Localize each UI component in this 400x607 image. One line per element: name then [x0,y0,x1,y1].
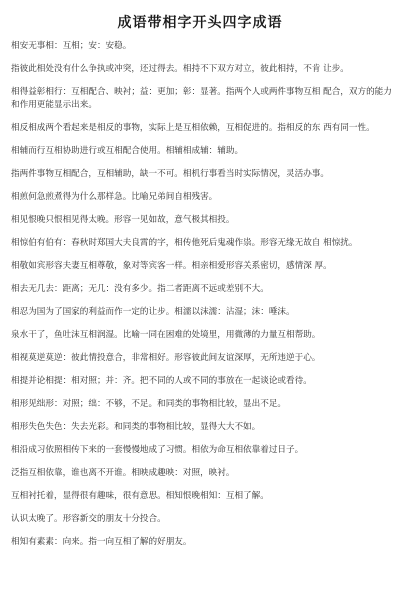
list-item: 相去无几去：距离；无几：没有多少。指二者距离不远或差别不大。 [11,284,269,294]
page-title: 成语带相字开头四字成语 [117,15,283,31]
list-item: 相知有素素：向来。指一向互相了解的好朋友。 [11,537,192,547]
list-item: 相见恨晚只恨相见得太晚。形容一见如故，意气极其相投。 [11,215,235,225]
list-item: 相形失色失色：失去光彩。和同类的事物相比较，显得大大不如。 [11,422,261,432]
list-item: 相惊伯有伯有：春秋时郑国大夫良霄的字，相传他死后鬼魂作祟。形容无缘无故自 相惊扰。 [11,238,358,248]
list-item: 互相衬托着，显得很有趣味，很有意思。相知恨晚相知：互相了解。 [11,491,269,501]
list-item: 相视莫逆莫逆：彼此情投意合，非常相好。形容彼此间友谊深厚，无所违逆于心。 [11,353,321,363]
list-item: 相沿成习依照相传下来的一套慢慢地成了习惯。相依为命互相依靠着过日子。 [11,445,304,455]
list-item: 相提并论相提：相对照；并：齐。把不同的人或不同的事放在一起谈论或看待。 [11,376,312,386]
list-item: 相形见绌形：对照；绌：不够，不足。和同类的事物相比较，显出不足。 [11,399,287,409]
entry-list [11,40,393,559]
list-item: 相反相成两个看起来是相反的事物，实际上是互相依赖，互相促进的。指相反的东 西有同一性。 [11,123,375,133]
list-item: 认识太晚了。形容新交的朋友十分投合。 [11,514,166,524]
list-item: 相得益彰相行：互相配合、映衬；益：更加；彰：显著。指两个人或两件事物互相 配合，双方的能力和作用更能显示出来。 [11,87,392,110]
list-item: 指两件事物互相配合，互相辅助，缺一不可。相机行事看当时实际情况，灵活办事。 [11,169,329,179]
list-item: 泉水干了，鱼吐沫互相润湿。比喻一同在困难的处境里，用微薄的力量互相帮助。 [11,330,321,340]
list-item: 相辅而行互相协助进行或互相配合使用。相辅相成辅：辅助。 [11,146,244,156]
list-item: 相煎何急煎煮得为什么那样急。比喻兄弟间自相残害。 [11,192,218,202]
list-item: 相敬如宾形容夫妻互相尊敬，象对等宾客一样。相亲相爱形容关系密切，感情深 厚。 [11,261,332,271]
list-item: 相忍为国为了国家的利益而作一定的让步。相濡以沫濡：沾湿；沫：唾沫。 [11,307,295,317]
list-item: 指彼此相处没有什么争执或冲突，还过得去。相持不下双方对立，彼此相持，不肯 让步。 [11,64,349,74]
list-item: 相安无事相：互相；安：安稳。 [11,41,132,51]
list-item: 泛指互相依靠，谁也离不开谁。相映成趣映：对照，映衬。 [11,468,235,478]
